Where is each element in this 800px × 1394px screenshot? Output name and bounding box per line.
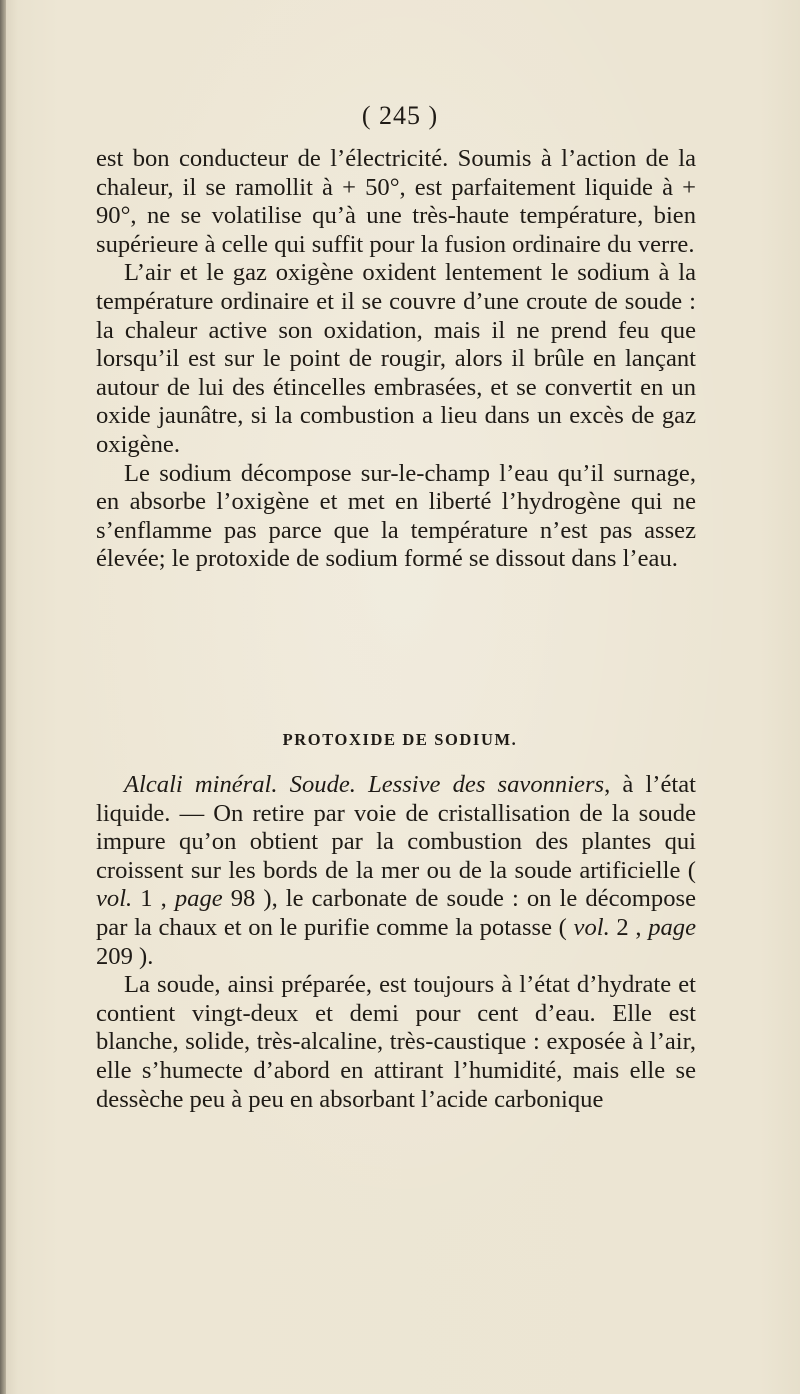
preparation-text-a: , à l’état liquide. — On retire par voie de cristallisation de la soude impure qu’on obtient par la combustion des plantes qui croissent sur les bords de la mer ou de la soude artificielle ( [96,771,696,884]
preparation-text-c: 209 ). [96,942,154,970]
reference-page-1: page [174,885,223,913]
page-number: ( 245 ) [361,101,439,130]
preparation-text-b: 98 ), le carbonate de soude : on le décompose par la chaux et on le purifie comme la potasse ( [96,885,696,941]
reference-vol-1: vol. [96,885,133,913]
reference-vol-2: vol. [573,913,610,941]
paragraph-water-reaction: Le sodium décompose sur-le-champ l’eau qu’il surnage, en absorbe l’oxigène et met en liberté l’hydrogène qui ne s’enflamme pas parce que la température n’est pas assez élevée; le protoxide de sodium formé se dissout dans l’eau. [96,459,696,573]
top-text-block [96,145,696,574]
reference-vol-2-number: 2 , [609,913,649,941]
book-spine-edge [0,0,6,1394]
paragraph-oxidation: L’air et le gaz oxigène oxident lentement le sodium à la température ordinaire et il se couvre d’une croute de soude : la chaleur active son oxidation, mais il ne prend feu que lorsqu’il est sur le point de rougir, alors il brûle en lançant autour de lui des étincelles embrasées, et se convertit en un oxide jaunâtre, si la combustion a lieu dans un excès de gaz oxigène. [96,259,696,458]
paragraph-properties: La soude, ainsi préparée, est toujours à l’état d’hydrate et contient vingt-deux et demi pour cent d’eau. Elle est blanche, solide, très-alcaline, très-caustique : exposée à l’air, elle s’humecte d’abord en attirant l’humidité, mais elle se dessèche peu à peu en absorbant l’acide carbonique [96,971,696,1113]
reference-page-2: page [648,913,696,941]
paragraph-continued: est bon conducteur de l’électricité. Soumis à l’action de la chaleur, il se ramollit à + 50°, est parfaitement liquide à + 90°, ne se volatilise qu’à une très-haute température, bien supérieure à celle qui suffit pour la fusion ordinaire du verre. [96,145,696,258]
reference-vol-1-number: 1 , [132,885,175,913]
synonyms-italic: Alcali minéral. Soude. Lessive des savonniers [124,771,605,798]
section-text-block [96,771,696,1114]
section-heading: PROTOXIDE DE SODIUM. [282,730,518,749]
paragraph-preparation [96,771,696,971]
